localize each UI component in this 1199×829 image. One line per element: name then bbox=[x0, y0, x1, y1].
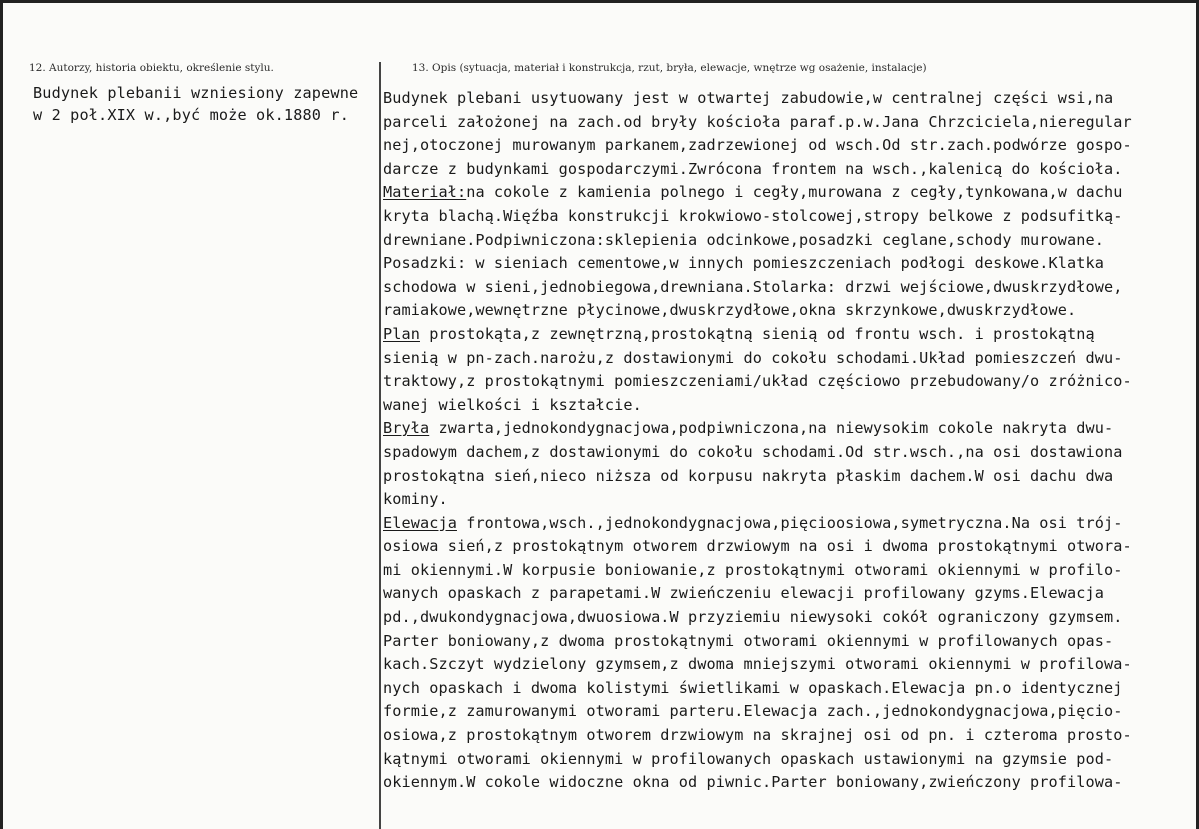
section-13-line bbox=[383, 370, 1195, 394]
line-text: drewniane.Podpiwniczona:sklepienia odcinkowe,posadzki ceglane,schody murowane. bbox=[383, 230, 1105, 249]
line-text: Parter boniowany,z dwoma prostokątnymi otworami okiennymi w profilowanych opas- bbox=[383, 631, 1114, 650]
page-top-border bbox=[0, 0, 1199, 3]
line-text: kach.Szczyt wydzielony gzymsem,z dwoma mniejszymi otworami okiennymi w profilowa- bbox=[383, 655, 1132, 674]
section-13-header: 13. Opis (sytuacja, materiał i konstrukcja, rzut, bryła, elewacje, wnętrze wg osażenie, instalacje) bbox=[412, 62, 927, 74]
section-13-line bbox=[383, 771, 1195, 795]
section-13-line bbox=[383, 748, 1195, 772]
line-text: darcze z budynkami gospodarczymi.Zwrócona frontem na wsch.,kalenicą do kościoła. bbox=[383, 159, 1123, 178]
section-13-line bbox=[383, 582, 1195, 606]
line-text: wanych opaskach z parapetami.W zwieńczeniu elewacji profilowany gzyms.Elewacja bbox=[383, 584, 1105, 603]
line-text: osiowa sień,z prostokątnym otworem drzwiowym na osi i dwoma prostokątnymi otwora- bbox=[383, 537, 1132, 556]
subsection-heading: Materiał: bbox=[383, 183, 467, 202]
line-text: prostokąta,z zewnętrzną,prostokątną sienią od frontu wsch. i prostokątną bbox=[419, 324, 1095, 343]
line-text: pd.,dwukondygnacjowa,dwuosiowa.W przyziemiu niewysoki cokół ograniczony gzymsem. bbox=[383, 608, 1123, 627]
line-text: osiowa,z prostokątnym otworem drzwiowym na skrajnej osi od pn. i czteroma prosto- bbox=[383, 726, 1132, 745]
line-text: kominy. bbox=[383, 490, 448, 509]
section-13-line bbox=[383, 323, 1195, 347]
section-13-line bbox=[383, 347, 1195, 371]
line-text: Posadzki: w sieniach cementowe,w innych pomieszczeniach podłogi deskowe.Klatka bbox=[383, 254, 1105, 273]
section-13-line bbox=[383, 417, 1195, 441]
section-13-line bbox=[383, 700, 1195, 724]
section-13-line bbox=[383, 229, 1195, 253]
section-13-line bbox=[383, 158, 1195, 182]
line-text: na cokole z kamienia polnego i cegły,murowana z cegły,tynkowana,w dachu bbox=[466, 183, 1123, 202]
line-text: zwarta,jednokondygnacjowa,podpiwniczona,na niewysokim cokole nakryta dwu- bbox=[429, 419, 1114, 438]
line-text: mi okiennymi.W korpusie boniowanie,z prostokątnymi otworami okiennymi w profilo- bbox=[383, 560, 1123, 579]
section-13-line bbox=[383, 535, 1195, 559]
section-13-body bbox=[383, 87, 1195, 795]
line-text: sienią w pn-zach.narożu,z dostawionymi do cokołu schodami.Układ pomieszczeń dwu- bbox=[383, 348, 1123, 367]
section-13-line bbox=[383, 394, 1195, 418]
section-13-line bbox=[383, 465, 1195, 489]
section-12-body bbox=[33, 82, 373, 126]
section-13-line bbox=[383, 512, 1195, 536]
section-13-line bbox=[383, 134, 1195, 158]
section-13-line bbox=[383, 630, 1195, 654]
section-13-line bbox=[383, 205, 1195, 229]
line-text: prostokątna sień,nieco niższa od korpusu nakryta płaskim dachem.W osi dachu dwa bbox=[383, 466, 1114, 485]
line-text: formie,z zamurowanymi otworami parteru.Elewacja zach.,jednokondygnacjowa,pięcio- bbox=[383, 702, 1123, 721]
line-text: nych opaskach i dwoma kolistymi świetlikami w opaskach.Elewacja pn.o identycznej bbox=[383, 678, 1123, 697]
section-12-line: Budynek plebanii wzniesiony zapewne bbox=[33, 84, 359, 102]
line-text: schodowa w sieni,jednobiegowa,drewniana.Stolarka: drzwi wejściowe,dwuskrzydłowe, bbox=[383, 277, 1123, 296]
line-text: nej,otoczonej murowanym parkanem,zadrzewionej od wsch.Od str.zach.podwórze gospo- bbox=[383, 136, 1132, 155]
subsection-heading: Bryła bbox=[383, 419, 430, 438]
line-text: frontowa,wsch.,jednokondygnacjowa,pięcioosiowa,symetryczna.Na osi trój- bbox=[456, 513, 1123, 532]
section-12-header: 12. Autorzy, historia obiektu, określenie stylu. bbox=[29, 62, 274, 74]
section-13-line bbox=[383, 299, 1195, 323]
section-13-line bbox=[383, 111, 1195, 135]
section-13-line bbox=[383, 87, 1195, 111]
section-13-line bbox=[383, 441, 1195, 465]
section-13-line bbox=[383, 559, 1195, 583]
section-13-line bbox=[383, 488, 1195, 512]
section-13-line bbox=[383, 276, 1195, 300]
section-12-line: w 2 poł.XIX w.,być może ok.1880 r. bbox=[33, 106, 349, 124]
line-text: kryta blachą.Więźba konstrukcji krokwiowo-stolcowej,stropy belkowe z podsufitką- bbox=[383, 206, 1123, 225]
line-text: okiennym.W cokole widoczne okna od piwnic.Parter boniowany,zwieńczony profilowa- bbox=[383, 773, 1123, 792]
subsection-heading: Plan bbox=[383, 324, 420, 343]
line-text: ramiakowe,wewnętrzne płycinowe,dwuskrzydłowe,okna skrzynkowe,dwuskrzydłowe. bbox=[383, 301, 1077, 320]
line-text: wanej wielkości i kształcie. bbox=[383, 395, 642, 414]
column-divider bbox=[379, 62, 381, 829]
page-left-border bbox=[0, 0, 3, 829]
section-13-line bbox=[383, 606, 1195, 630]
line-text: traktowy,z prostokątnymi pomieszczeniami/układ częściowo przebudowany/o zróżnico- bbox=[383, 372, 1132, 391]
section-13-line bbox=[383, 181, 1195, 205]
line-text: kątnymi otworami okiennymi w profilowanych opaskach ustawionymi na gzymsie pod- bbox=[383, 749, 1114, 768]
section-13-line bbox=[383, 653, 1195, 677]
subsection-heading: Elewacja bbox=[383, 513, 457, 532]
section-13-line bbox=[383, 252, 1195, 276]
line-text: Budynek plebani usytuowany jest w otwartej zabudowie,w centralnej części wsi,na bbox=[383, 89, 1114, 107]
section-13-line bbox=[383, 677, 1195, 701]
line-text: parceli założonej na zach.od bryły kościoła paraf.p.w.Jana Chrzciciela,nieregular bbox=[383, 112, 1132, 131]
section-13-line bbox=[383, 724, 1195, 748]
line-text: spadowym dachem,z dostawionymi do cokołu schodami.Od str.wsch.,na osi dostawiona bbox=[383, 442, 1123, 461]
